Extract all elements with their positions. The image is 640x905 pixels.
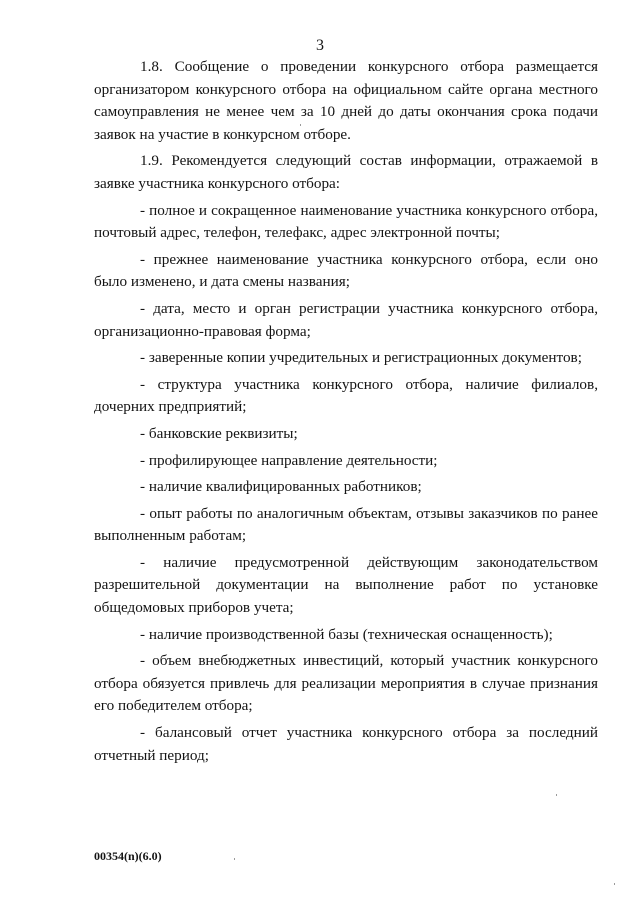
list-item-structure: - структура участника конкурсного отбора, наличие филиалов, дочерних предприятий; — [94, 375, 598, 416]
list-item-permits: - наличие предусмотренной действующим законодательством разрешительной документации на выполнение работ по установке общедомовых приборов учета; — [94, 553, 598, 617]
list-item-production-base: - наличие производственной базы (техническая оснащенность); — [140, 625, 553, 643]
list-item-qualified-staff: - наличие квалифицированных работников; — [140, 478, 422, 496]
paragraph-1-9: 1.9. Рекомендуется следующий состав информации, отражаемой в заявке участника конкурсного отбора: — [94, 152, 598, 192]
list-item-experience: - опыт работы по аналогичным объектам, отзывы заказчиков по ранее выполненным работам; — [94, 504, 598, 545]
list-item-former-name: - прежнее наименование участника конкурсного отбора, если оно было изменено, и дата смены названия; — [94, 250, 598, 291]
scan-speck — [614, 883, 615, 885]
page-number: 3 — [316, 37, 324, 54]
list-item-bank-details: - банковские реквизиты; — [140, 424, 298, 442]
list-item-balance-report: - балансовый отчет участника конкурсного отбора за последний отчетный период; — [94, 724, 598, 764]
scan-speck — [234, 858, 235, 860]
scan-speck — [556, 794, 557, 796]
document-code: 00354(n)(6.0) — [94, 849, 162, 863]
list-item-activity: - профилирующее направление деятельности; — [140, 451, 438, 469]
list-item-name-address: - полное и сокращенное наименование участника конкурсного отбора, почтовый адрес, телефон, телефакс, адрес электронной почты; — [94, 201, 598, 242]
scan-speck — [300, 124, 301, 126]
list-item-certified-copies: - заверенные копии учредительных и регистрационных документов; — [140, 349, 582, 367]
list-item-investments: - объем внебюджетных инвестиций, который участник конкурсного отбора обязуется привлечь для реализации мероприятия в случае признания его победителем отбора; — [94, 652, 598, 715]
list-item-registration: - дата, место и орган регистрации участника конкурсного отбора, организационно-правовая форма; — [94, 299, 598, 340]
document-body — [94, 56, 598, 771]
paragraph-1-8: 1.8. Сообщение о проведении конкурсного отбора размещается организатором конкурсного отбора на официальном сайте органа местного самоуправления не менее чем за 10 дней до даты окончания срока подачи заявок на участие в конкурсном отборе. — [94, 58, 598, 143]
